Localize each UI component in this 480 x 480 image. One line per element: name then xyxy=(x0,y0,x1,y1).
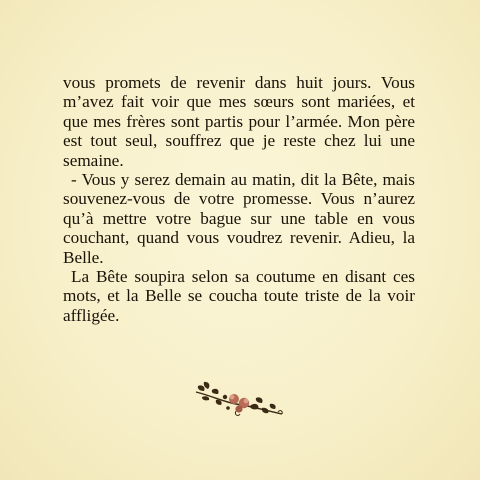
page-text xyxy=(63,73,415,325)
floral-ornament-icon xyxy=(190,378,285,420)
paragraph-3: La Bête soupira selon sa coutume en disant ces mots, et la Belle se coucha toute triste de la voir affligée. xyxy=(63,267,415,325)
paragraph-2: - Vous y serez demain au matin, dit la Bête, mais souvenez-vous de votre promesse. Vous n’aurez qu’à mettre votre bague sur une table en vous couchant, quand vous voudrez revenir. Adieu, la Belle. xyxy=(63,170,415,267)
paragraph-1: vous promets de revenir dans huit jours. Vous m’avez fait voir que mes sœurs sont mariées, et que mes frères sont partis pour l’armée. Mon père est tout seul, souffrez que je reste chez lui une semaine. xyxy=(63,73,415,170)
